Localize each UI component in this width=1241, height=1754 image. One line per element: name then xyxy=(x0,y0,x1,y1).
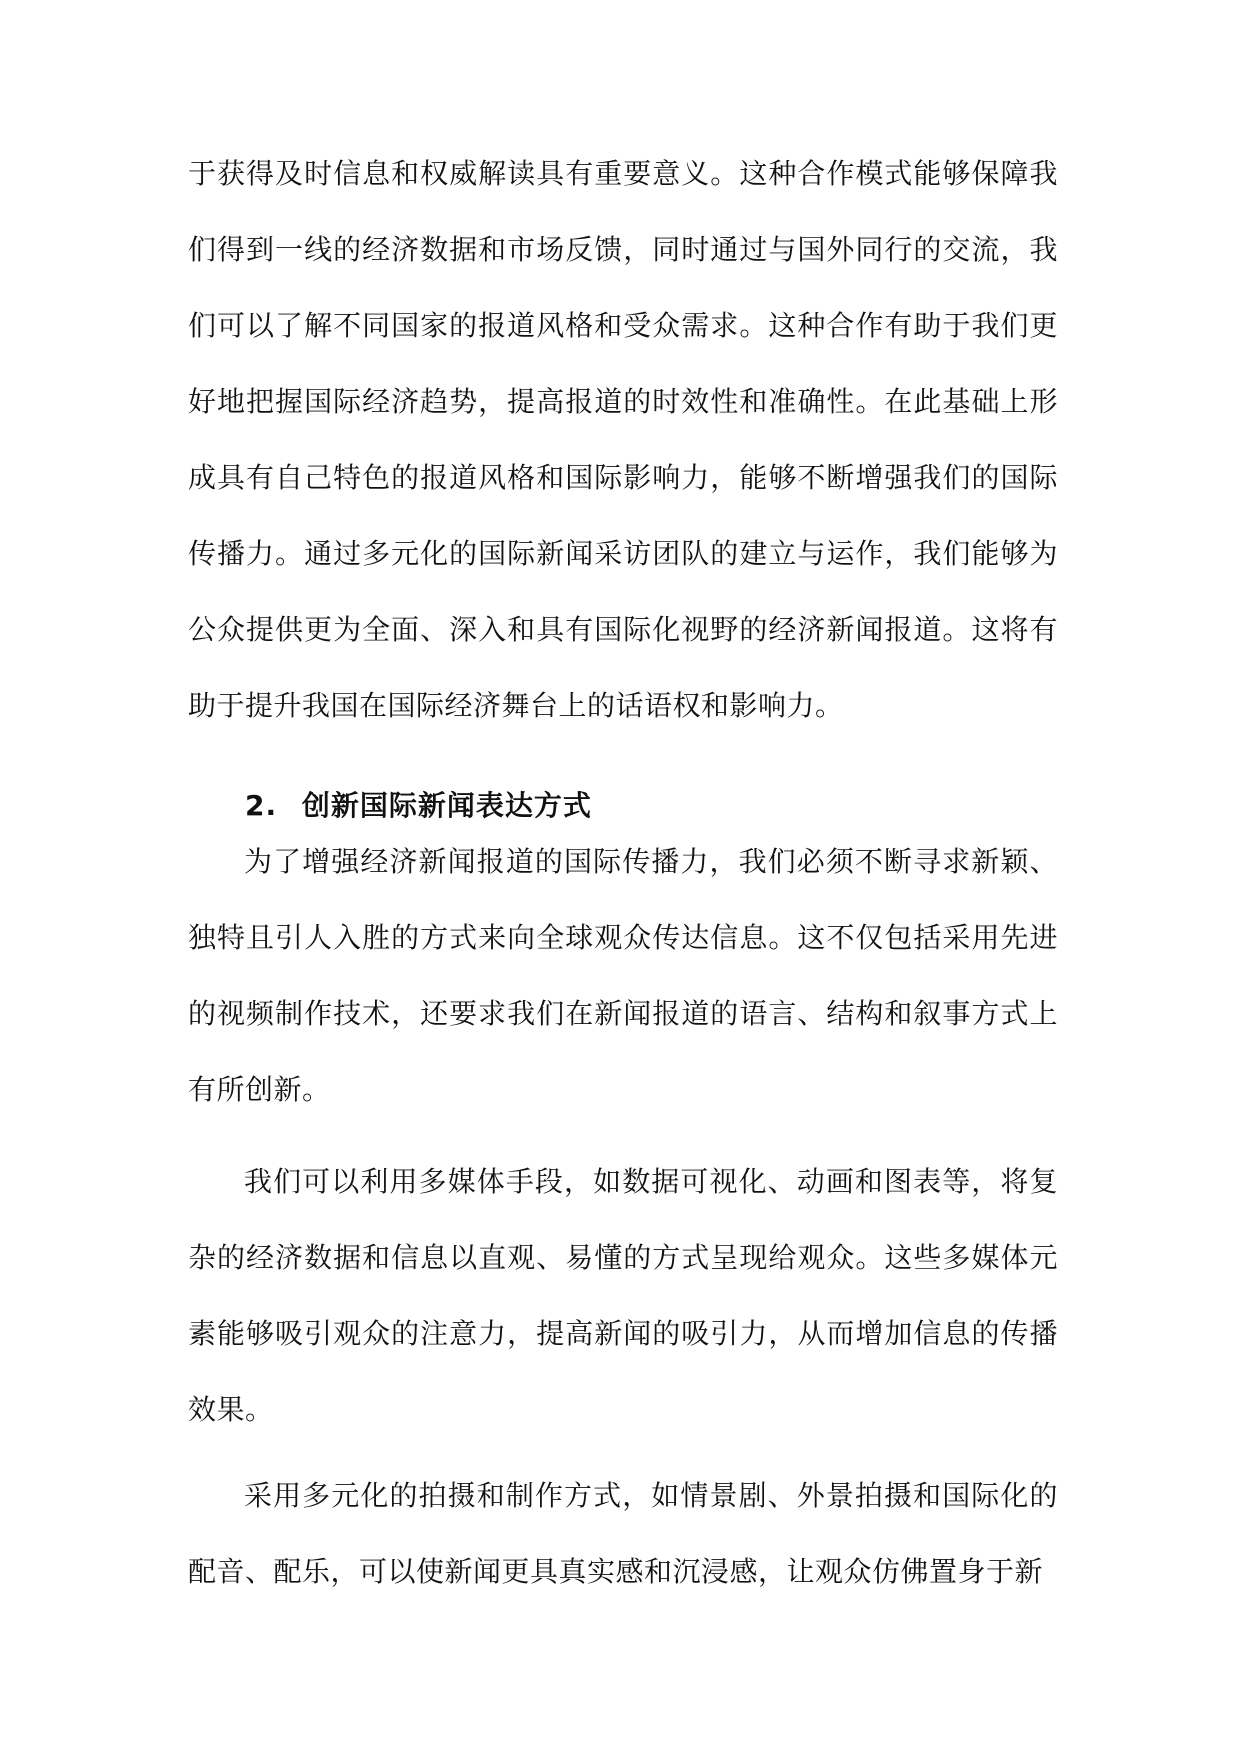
body-paragraph-2: 为了增强经济新闻报道的国际传播力，我们必须不断寻求新颖、独特且引人入胜的方式来向全球观众传达信息。这不仅包括采用先进的视频制作技术，还要求我们在新闻报道的语言、结构和叙事方式上有所创新。 xyxy=(188,845,1058,1106)
body-paragraph-1: 于获得及时信息和权威解读具有重要意义。这种合作模式能够保障我们得到一线的经济数据和市场反馈，同时通过与国外同行的交流，我们可以了解不同国家的报道风格和受众需求。这种合作有助于我们更好地把握国际经济趋势，提高报道的时效性和准确性。在此基础上形成具有自己特色的报道风格和国际影响力，能够不断增强我们的国际传播力。通过多元化的国际新闻采访团队的建立与运作，我们能够为公众提供更为全面、深入和具有国际化视野的经济新闻报道。这将有助于提升我国在国际经济舞台上的话语权和影响力。 xyxy=(188,157,1058,722)
section-number: 2. xyxy=(245,789,278,822)
body-paragraph-4: 采用多元化的拍摄和制作方式，如情景剧、外景拍摄和国际化的配音、配乐，可以使新闻更具真实感和沉浸感，让观众仿佛置身于新 xyxy=(188,1479,1058,1588)
section-title: 创新国际新闻表达方式 xyxy=(301,789,592,822)
body-paragraph-3: 我们可以利用多媒体手段，如数据可视化、动画和图表等，将复杂的经济数据和信息以直观、易懂的方式呈现给观众。这些多媒体元素能够吸引观众的注意力，提高新闻的吸引力，从而增加信息的传播效果。 xyxy=(188,1165,1058,1426)
